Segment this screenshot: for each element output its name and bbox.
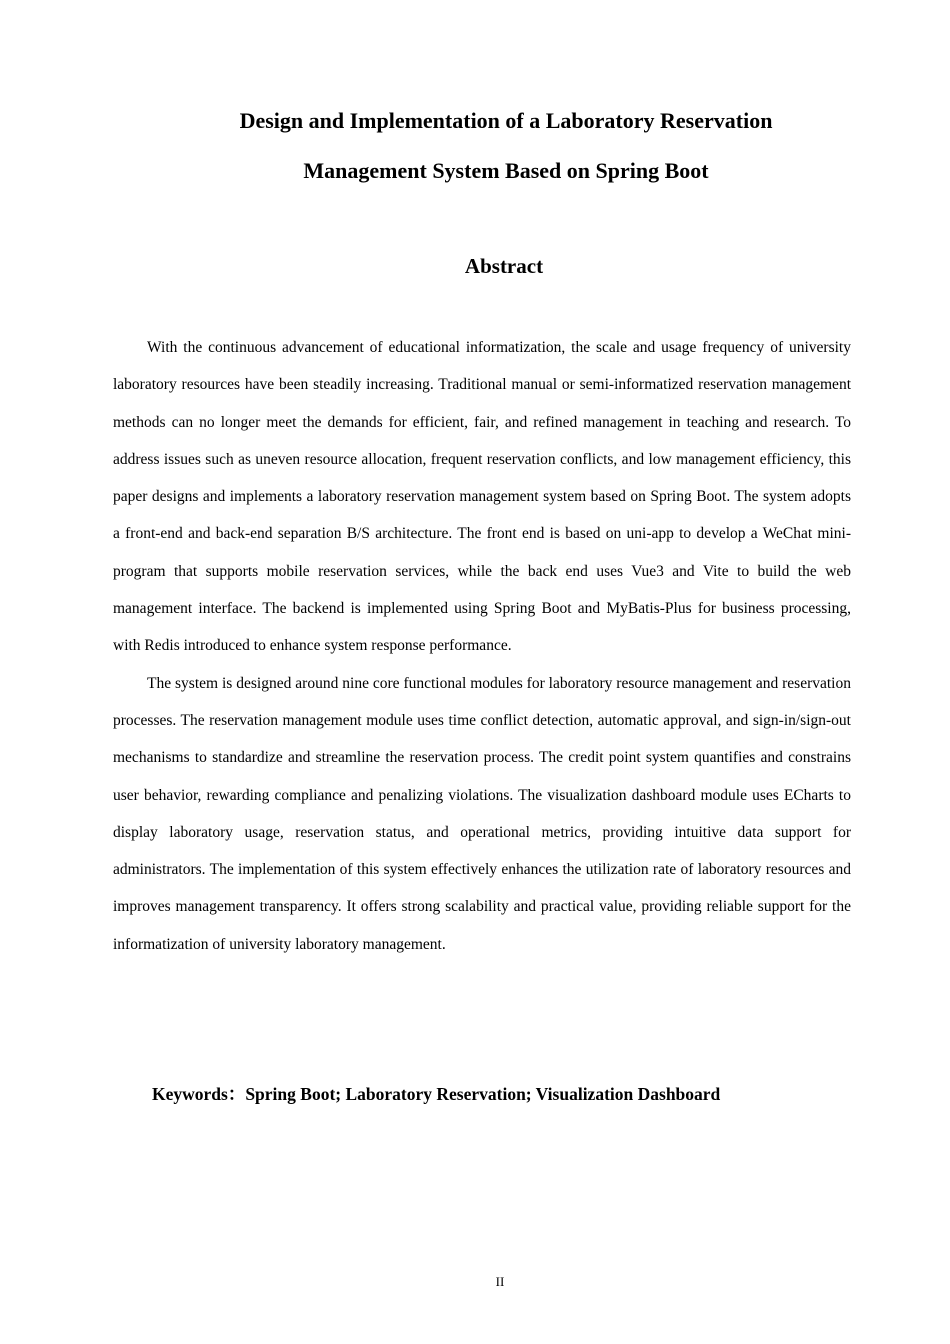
abstract-body: [113, 329, 851, 963]
abstract-heading: Abstract: [464, 254, 544, 278]
paper-title-line-2: Management System Based on Spring Boot: [303, 158, 709, 183]
keywords-label: Keywords：: [152, 1084, 246, 1104]
abstract-paragraph-1: With the continuous advancement of educational informatization, the scale and usage frequency of university laboratory resources have been steadily increasing. Traditional manual or semi-informatized reservation management methods can no longer meet the demands for efficient, fair, and refined management in teaching and research. To address issues such as uneven resource allocation, frequent reservation conflicts, and low management efficiency, this paper designs and implements a laboratory reservation management system based on Spring Boot. The system adopts a front-end and back-end separation B/S architecture. The front end is based on uni-app to develop a WeChat mini-program that supports mobile reservation services, while the back end uses Vue3 and Vite to build the web management interface. The backend is implemented using Spring Boot and MyBatis-Plus for business processing, with Redis introduced to enhance system response performance.: [113, 339, 851, 655]
paper-title: [0, 96, 950, 196]
paper-title-line-1: Design and Implementation of a Laboratory Reservation: [239, 108, 773, 133]
page-number: II: [495, 1274, 505, 1289]
keywords-list: Spring Boot; Laboratory Reservation; Visualization Dashboard: [245, 1084, 721, 1104]
keywords-line: [152, 1078, 872, 1110]
abstract-paragraph-2: The system is designed around nine core functional modules for laboratory resource management and reservation processes. The reservation management module uses time conflict detection, automatic approval, and sign-in/sign-out mechanisms to standardize and streamline the reservation process. The credit point system quantifies and constrains user behavior, rewarding compliance and penalizing violations. The visualization dashboard module uses ECharts to display laboratory usage, reservation status, and operational metrics, providing intuitive data support for administrators. The implementation of this system effectively enhances the utilization rate of laboratory resources and improves management transparency. It offers strong scalability and practical value, providing reliable support for the informatization of university laboratory management.: [113, 674, 851, 953]
